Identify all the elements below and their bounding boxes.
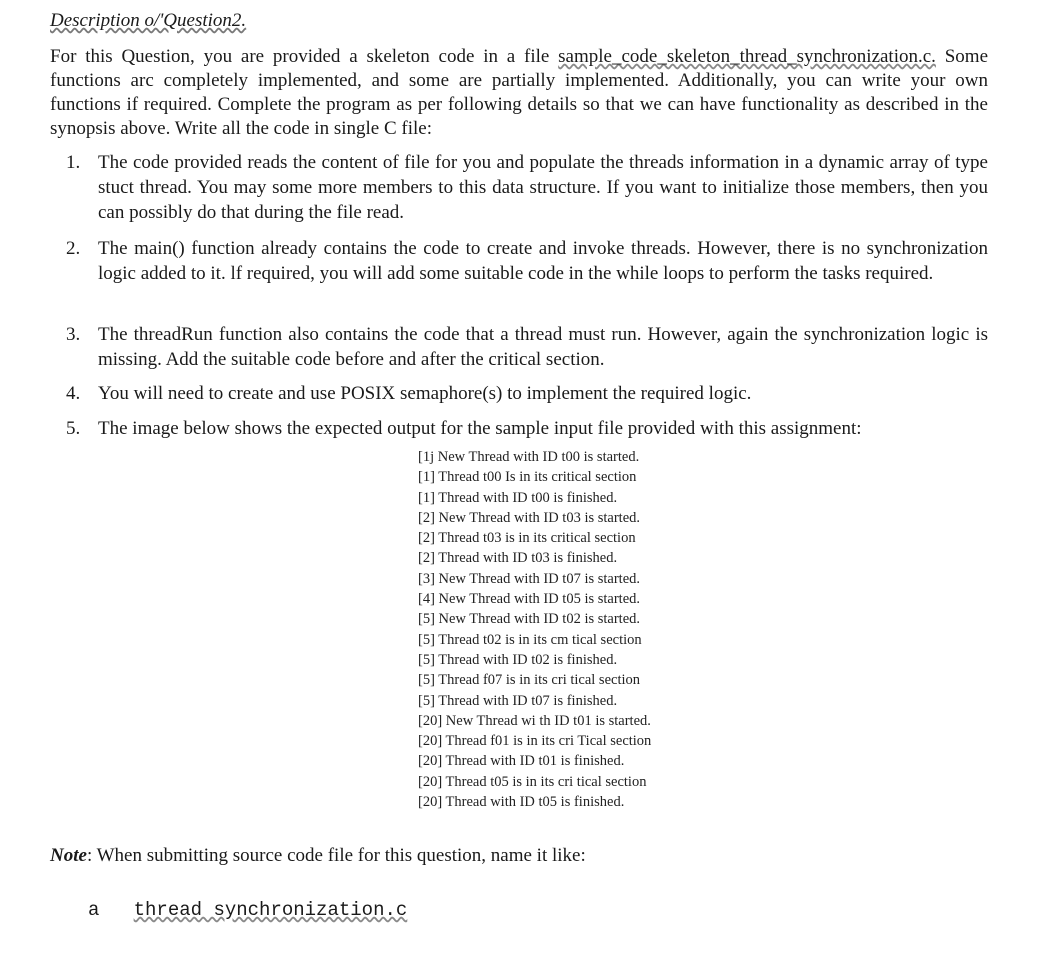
requirement-item (50, 322, 988, 381)
output-line: [1j New Thread with ID t00 is started. (418, 449, 640, 465)
output-line: [1] Thread t00 Is in its critical section (418, 469, 637, 486)
requirement-item (50, 381, 988, 416)
requirement-item (50, 150, 988, 236)
output-line: [1] Thread with ID t00 is finished. (418, 489, 618, 506)
requirements-list (50, 150, 988, 441)
requirement-text: You will need to create and use POSIX semaphore(s) to implement the required logic. (98, 383, 752, 404)
output-line: [20] New Thread wi th ID t01 is started. (418, 712, 651, 729)
note-label: Note (50, 845, 87, 866)
section-heading: Description o/'Question2. (50, 10, 247, 31)
requirement-number: 1. (66, 152, 81, 173)
output-line: [20] Thread with ID t01 is finished. (418, 753, 625, 770)
filename-bullet: a (88, 899, 100, 921)
intro-text-start: For this Question, you are provided a skeleton code in a file (50, 46, 559, 67)
submission-note (50, 845, 586, 867)
intro-text-end: Some functions arc completely implemented, and some are partially implemented. Additionally, you can write your own functions if required. Complete the program as per following details so that we can have functionality as described in the synopsis above. Write all the code in single C file: (50, 46, 988, 139)
submission-filename (88, 899, 407, 921)
output-line: [20] Thread t05 is in its cri tical section (418, 773, 647, 790)
requirement-text: The threadRun function also contains the code that a thread must run. However, again the synchronization logic is missing. Add the suitable code before and after the critical section. (98, 324, 988, 370)
requirement-text: The image below shows the expected output for the sample input file provided with this assignment: (98, 418, 862, 439)
output-line: [5] Thread f07 is in its cri tical section (418, 672, 641, 689)
output-line: [5] Thread t02 is in its cm tical section (418, 631, 642, 648)
requirement-item (50, 236, 988, 322)
requirement-item (50, 416, 988, 441)
expected-output-image (418, 447, 678, 812)
requirement-number: 5. (66, 418, 81, 439)
intro-paragraph (50, 45, 988, 141)
output-line: [3] New Thread with ID t07 is started. (418, 570, 641, 587)
requirement-text: The code provided reads the content of file for you and populate the threads information in a dynamic array of type stuct thread. You may some more members to this data structure. If you want to initialize those members, then you can possibly do that during the file read. (98, 152, 988, 223)
skeleton-file-name: sample_code_skeleton_thread_synchronization.c. (558, 46, 936, 67)
requirement-number: 4. (66, 383, 81, 404)
output-line: [5] New Thread with ID t02 is started. (418, 611, 641, 628)
output-line: [2] New Thread with ID t03 is started. (418, 509, 641, 526)
output-line: [2] Thread with ID t03 is finished. (418, 550, 618, 567)
requirement-text: The main() function already contains the code to create and invoke threads. However, there is no synchronization logic added to it. lf required, you will add some suitable code in the while loops to perform the tasks required. (98, 238, 988, 284)
output-line: [20] Thread f01 is in its cri Tical section (418, 733, 652, 750)
output-line: [5] Thread with ID t07 is finished. (418, 692, 618, 709)
requirement-number: 2. (66, 238, 81, 259)
filename-value: thread synchronization.c (133, 899, 408, 921)
output-line: [5] Thread with ID t02 is finished. (418, 651, 618, 668)
note-text: : When submitting source code file for this question, name it like: (86, 845, 586, 866)
output-line: [4] New Thread with ID t05 is started. (418, 591, 641, 608)
output-line: [20] Thread with ID t05 is finished. (418, 794, 625, 811)
output-line: [2] Thread t03 is in its critical section (418, 530, 636, 547)
requirement-number: 3. (66, 324, 81, 345)
